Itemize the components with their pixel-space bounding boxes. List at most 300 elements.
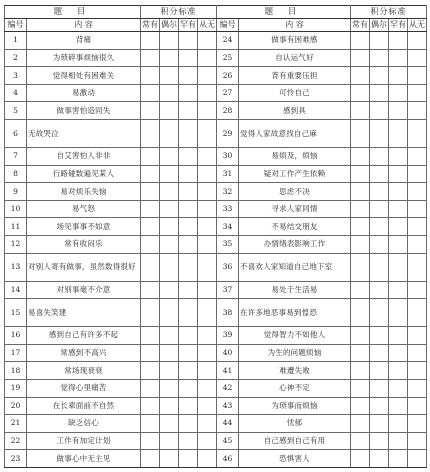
question-row — [5, 415, 427, 433]
question-number: 1 — [5, 32, 27, 50]
score-cell-sometimes[interactable] — [160, 415, 179, 433]
score-cell-often[interactable] — [351, 450, 370, 468]
score-cell-often[interactable] — [351, 200, 370, 218]
question-number: 35 — [217, 235, 239, 253]
score-cell-often[interactable] — [141, 415, 160, 433]
question-number: 34 — [217, 218, 239, 236]
score-cell-rarely[interactable] — [179, 344, 198, 362]
question-number: 3 — [5, 67, 27, 85]
score-cell-often[interactable] — [351, 49, 370, 67]
score-cell-rarely[interactable] — [389, 49, 408, 67]
question-number: 40 — [217, 344, 239, 362]
question-row — [5, 397, 427, 415]
question-text: 工作有加定计划 — [27, 432, 141, 450]
score-cell-often[interactable] — [141, 49, 160, 67]
score-cell-often[interactable] — [351, 67, 370, 85]
score-cell-rarely[interactable] — [389, 32, 408, 50]
score-cell-sometimes[interactable] — [370, 165, 389, 183]
score-cell-sometimes[interactable] — [370, 183, 389, 201]
score-cell-rarely[interactable] — [179, 165, 198, 183]
score-cell-sometimes[interactable] — [370, 362, 389, 380]
score-cell-sometimes[interactable] — [370, 299, 389, 327]
questionnaire-rows — [5, 32, 427, 468]
score-cell-never[interactable] — [198, 119, 217, 147]
score-cell-often[interactable] — [141, 147, 160, 165]
score-cell-often[interactable] — [351, 327, 370, 345]
score-cell-often[interactable] — [141, 299, 160, 327]
score-cell-often[interactable] — [351, 147, 370, 165]
question-number: 38 — [217, 299, 239, 327]
question-text: 常感到不高兴 — [27, 344, 141, 362]
question-number: 41 — [217, 362, 239, 380]
score-cell-never[interactable] — [198, 67, 217, 85]
score-cell-rarely[interactable] — [179, 397, 198, 415]
score-cell-rarely[interactable] — [179, 183, 198, 201]
question-number: 43 — [217, 397, 239, 415]
question-row — [5, 49, 427, 67]
score-cell-never[interactable] — [198, 253, 217, 281]
score-cell-sometimes[interactable] — [160, 281, 179, 299]
score-cell-sometimes[interactable] — [370, 102, 389, 120]
score-cell-rarely[interactable] — [179, 327, 198, 345]
question-text: 为琐碎事烦恼很久 — [27, 49, 141, 67]
score-cell-never[interactable] — [198, 218, 217, 236]
score-cell-rarely[interactable] — [389, 362, 408, 380]
level-header-rarely: 罕有 — [179, 19, 198, 32]
score-cell-never[interactable] — [198, 362, 217, 380]
score-cell-rarely[interactable] — [389, 119, 408, 147]
score-cell-sometimes[interactable] — [370, 379, 389, 397]
score-cell-rarely[interactable] — [179, 432, 198, 450]
score-cell-often[interactable] — [141, 327, 160, 345]
score-cell-often[interactable] — [141, 432, 160, 450]
score-cell-sometimes[interactable] — [160, 119, 179, 147]
score-cell-rarely[interactable] — [179, 32, 198, 50]
question-number: 17 — [5, 344, 27, 362]
question-text: 恐惧害人 — [239, 450, 351, 468]
score-cell-sometimes[interactable] — [160, 32, 179, 50]
score-cell-never[interactable] — [408, 67, 427, 85]
question-row — [5, 218, 427, 236]
score-cell-often[interactable] — [351, 281, 370, 299]
score-cell-never[interactable] — [198, 397, 217, 415]
question-row — [5, 84, 427, 102]
question-number: 36 — [217, 253, 239, 281]
question-text: 易气怒 — [27, 200, 141, 218]
question-text: 做事心中无主见 — [27, 450, 141, 468]
question-number: 24 — [217, 32, 239, 50]
score-cell-never[interactable] — [408, 165, 427, 183]
question-number: 9 — [5, 183, 27, 201]
score-cell-often[interactable] — [141, 281, 160, 299]
score-cell-never[interactable] — [408, 432, 427, 450]
score-cell-never[interactable] — [408, 119, 427, 147]
question-text: 对别人寄有做事，虽然数得很好 — [27, 253, 141, 281]
score-cell-rarely[interactable] — [179, 49, 198, 67]
score-cell-often[interactable] — [351, 415, 370, 433]
question-text: 不易结交朋友 — [239, 218, 351, 236]
score-cell-sometimes[interactable] — [370, 235, 389, 253]
score-cell-often[interactable] — [351, 379, 370, 397]
number-header-right: 编号 — [217, 19, 239, 32]
score-cell-rarely[interactable] — [179, 299, 198, 327]
score-cell-often[interactable] — [141, 200, 160, 218]
question-text: 背有重要压担 — [239, 67, 351, 85]
score-cell-never[interactable] — [198, 379, 217, 397]
score-cell-never[interactable] — [408, 102, 427, 120]
question-row — [5, 253, 427, 281]
score-cell-sometimes[interactable] — [160, 450, 179, 468]
question-text: 对别事毫不介意 — [27, 281, 141, 299]
score-cell-rarely[interactable] — [179, 450, 198, 468]
question-number: 13 — [5, 253, 27, 281]
topic-header-right: 题 目 — [217, 6, 351, 19]
score-cell-sometimes[interactable] — [160, 49, 179, 67]
question-text: 思虑不决 — [239, 183, 351, 201]
question-text: 办情绪表影响工作 — [239, 235, 351, 253]
score-cell-sometimes[interactable] — [160, 362, 179, 380]
score-header-left: 积分标准 — [141, 6, 217, 19]
question-text: 不喜欢人家知道自己地下室 — [239, 253, 351, 281]
score-cell-often[interactable] — [141, 183, 160, 201]
score-cell-never[interactable] — [408, 253, 427, 281]
score-cell-rarely[interactable] — [179, 281, 198, 299]
score-cell-sometimes[interactable] — [160, 67, 179, 85]
score-cell-never[interactable] — [198, 49, 217, 67]
question-text: 忧郁 — [239, 415, 351, 433]
score-cell-often[interactable] — [351, 183, 370, 201]
score-cell-often[interactable] — [141, 362, 160, 380]
question-row — [5, 450, 427, 468]
score-cell-often[interactable] — [351, 119, 370, 147]
score-cell-never[interactable] — [408, 344, 427, 362]
score-cell-sometimes[interactable] — [370, 281, 389, 299]
question-number: 20 — [5, 397, 27, 415]
score-cell-often[interactable] — [351, 432, 370, 450]
question-text: 寻求人家同情 — [239, 200, 351, 218]
score-cell-sometimes[interactable] — [160, 84, 179, 102]
score-cell-sometimes[interactable] — [160, 147, 179, 165]
score-cell-rarely[interactable] — [389, 379, 408, 397]
score-cell-sometimes[interactable] — [370, 49, 389, 67]
topic-header-left: 题 目 — [5, 6, 141, 19]
level-header-rarely: 罕有 — [389, 19, 408, 32]
score-cell-sometimes[interactable] — [370, 147, 389, 165]
question-row — [5, 235, 427, 253]
score-cell-often[interactable] — [351, 344, 370, 362]
score-cell-rarely[interactable] — [179, 253, 198, 281]
score-cell-rarely[interactable] — [389, 218, 408, 236]
question-text: 易对烦乐失恼 — [27, 183, 141, 201]
score-cell-rarely[interactable] — [179, 200, 198, 218]
score-cell-rarely[interactable] — [389, 147, 408, 165]
score-cell-often[interactable] — [141, 32, 160, 50]
question-text: 觉得智力不如他人 — [239, 327, 351, 345]
question-text: 觉得相处有困难关 — [27, 67, 141, 85]
score-cell-never[interactable] — [198, 102, 217, 120]
score-cell-never[interactable] — [198, 432, 217, 450]
score-cell-rarely[interactable] — [389, 299, 408, 327]
question-number: 18 — [5, 362, 27, 380]
question-number: 44 — [217, 415, 239, 433]
question-text: 觉得人家故意找自己麻 — [239, 119, 351, 147]
score-cell-rarely[interactable] — [179, 102, 198, 120]
score-cell-never[interactable] — [408, 327, 427, 345]
score-cell-often[interactable] — [141, 165, 160, 183]
question-number: 23 — [5, 450, 27, 468]
score-cell-often[interactable] — [141, 253, 160, 281]
score-cell-often[interactable] — [141, 102, 160, 120]
score-cell-rarely[interactable] — [389, 432, 408, 450]
question-row — [5, 432, 427, 450]
score-cell-rarely[interactable] — [179, 415, 198, 433]
score-cell-often[interactable] — [351, 397, 370, 415]
question-text: 为生的问题烦恼 — [239, 344, 351, 362]
score-cell-often[interactable] — [351, 299, 370, 327]
score-cell-sometimes[interactable] — [160, 183, 179, 201]
score-cell-rarely[interactable] — [389, 183, 408, 201]
score-cell-never[interactable] — [408, 397, 427, 415]
level-header-never: 从无 — [408, 19, 427, 32]
score-cell-sometimes[interactable] — [160, 218, 179, 236]
score-cell-rarely[interactable] — [179, 362, 198, 380]
question-number: 5 — [5, 102, 27, 120]
score-cell-never[interactable] — [408, 49, 427, 67]
content-header-right: 内 容 — [239, 19, 351, 32]
question-number: 27 — [217, 84, 239, 102]
score-cell-never[interactable] — [408, 415, 427, 433]
score-cell-rarely[interactable] — [389, 327, 408, 345]
level-header-never: 从无 — [198, 19, 217, 32]
score-cell-never[interactable] — [198, 235, 217, 253]
question-number: 22 — [5, 432, 27, 450]
question-text: 缺乏信心 — [27, 415, 141, 433]
question-text: 做事害怕造同失 — [27, 102, 141, 120]
question-number: 10 — [5, 200, 27, 218]
question-text: 在长辈面前不自然 — [27, 397, 141, 415]
questionnaire-table — [4, 5, 427, 468]
score-cell-never[interactable] — [198, 299, 217, 327]
score-cell-rarely[interactable] — [179, 379, 198, 397]
score-cell-sometimes[interactable] — [160, 253, 179, 281]
score-cell-never[interactable] — [408, 281, 427, 299]
score-cell-rarely[interactable] — [389, 67, 408, 85]
question-text: 自己感到自己有用 — [239, 432, 351, 450]
score-cell-never[interactable] — [198, 281, 217, 299]
score-cell-never[interactable] — [408, 218, 427, 236]
question-number: 42 — [217, 379, 239, 397]
score-header-right: 积分标准 — [351, 6, 427, 19]
score-cell-never[interactable] — [408, 235, 427, 253]
score-cell-sometimes[interactable] — [370, 397, 389, 415]
question-number: 28 — [217, 102, 239, 120]
score-cell-rarely[interactable] — [389, 235, 408, 253]
score-cell-sometimes[interactable] — [370, 450, 389, 468]
score-cell-often[interactable] — [141, 67, 160, 85]
score-cell-sometimes[interactable] — [370, 119, 389, 147]
question-row — [5, 299, 427, 327]
score-cell-never[interactable] — [408, 362, 427, 380]
level-header-often: 常有 — [141, 19, 160, 32]
score-cell-sometimes[interactable] — [370, 253, 389, 281]
header-row-sub — [5, 19, 427, 32]
question-text: 常有收闷乐 — [27, 235, 141, 253]
question-number: 45 — [217, 432, 239, 450]
score-cell-rarely[interactable] — [389, 84, 408, 102]
score-cell-often[interactable] — [351, 32, 370, 50]
score-cell-never[interactable] — [198, 183, 217, 201]
question-text: 常场现衰衰 — [27, 362, 141, 380]
score-cell-rarely[interactable] — [389, 200, 408, 218]
score-cell-rarely[interactable] — [389, 253, 408, 281]
score-cell-never[interactable] — [198, 450, 217, 468]
question-number: 30 — [217, 147, 239, 165]
score-cell-never[interactable] — [198, 84, 217, 102]
question-number: 46 — [217, 450, 239, 468]
score-cell-sometimes[interactable] — [370, 218, 389, 236]
score-cell-rarely[interactable] — [389, 397, 408, 415]
score-cell-never[interactable] — [408, 183, 427, 201]
question-row — [5, 281, 427, 299]
score-cell-often[interactable] — [141, 450, 160, 468]
question-text: 为琐事而烦恼 — [239, 397, 351, 415]
score-cell-rarely[interactable] — [389, 102, 408, 120]
question-row — [5, 147, 427, 165]
question-number: 11 — [5, 218, 27, 236]
score-cell-rarely[interactable] — [389, 450, 408, 468]
question-row — [5, 183, 427, 201]
score-cell-never[interactable] — [198, 165, 217, 183]
question-text: 难遭失败 — [239, 362, 351, 380]
score-cell-never[interactable] — [198, 147, 217, 165]
score-cell-sometimes[interactable] — [160, 379, 179, 397]
question-number: 8 — [5, 165, 27, 183]
question-row — [5, 102, 427, 120]
score-cell-rarely[interactable] — [179, 67, 198, 85]
score-cell-rarely[interactable] — [179, 147, 198, 165]
score-cell-sometimes[interactable] — [160, 102, 179, 120]
score-cell-never[interactable] — [408, 32, 427, 50]
question-row — [5, 67, 427, 85]
score-cell-sometimes[interactable] — [160, 235, 179, 253]
score-cell-rarely[interactable] — [179, 84, 198, 102]
level-header-sometimes: 偶尔 — [370, 19, 389, 32]
question-row — [5, 344, 427, 362]
level-header-sometimes: 偶尔 — [160, 19, 179, 32]
score-cell-sometimes[interactable] — [370, 200, 389, 218]
score-cell-rarely[interactable] — [389, 281, 408, 299]
question-number: 32 — [217, 183, 239, 201]
score-cell-sometimes[interactable] — [160, 397, 179, 415]
question-number: 7 — [5, 147, 27, 165]
score-cell-sometimes[interactable] — [370, 432, 389, 450]
score-cell-never[interactable] — [408, 299, 427, 327]
score-cell-sometimes[interactable] — [370, 327, 389, 345]
score-cell-sometimes[interactable] — [160, 200, 179, 218]
score-cell-rarely[interactable] — [179, 218, 198, 236]
question-text: 无故哭泣 — [27, 119, 141, 147]
score-cell-rarely[interactable] — [389, 344, 408, 362]
score-cell-rarely[interactable] — [179, 235, 198, 253]
score-cell-often[interactable] — [351, 218, 370, 236]
score-cell-often[interactable] — [141, 218, 160, 236]
score-cell-often[interactable] — [351, 102, 370, 120]
header-row-top — [5, 6, 427, 19]
question-number: 37 — [217, 281, 239, 299]
question-number: 16 — [5, 327, 27, 345]
score-cell-often[interactable] — [141, 235, 160, 253]
question-text: 疑对工作产生依赖 — [239, 165, 351, 183]
score-cell-sometimes[interactable] — [370, 67, 389, 85]
question-number: 19 — [5, 379, 27, 397]
score-cell-sometimes[interactable] — [370, 415, 389, 433]
score-cell-rarely[interactable] — [179, 119, 198, 147]
score-cell-never[interactable] — [408, 379, 427, 397]
score-cell-often[interactable] — [351, 235, 370, 253]
score-cell-never[interactable] — [408, 147, 427, 165]
question-text: 易烦及，烦恼 — [239, 147, 351, 165]
score-cell-often[interactable] — [351, 165, 370, 183]
score-cell-often[interactable] — [351, 84, 370, 102]
question-number: 15 — [5, 299, 27, 327]
score-cell-often[interactable] — [141, 119, 160, 147]
score-cell-never[interactable] — [408, 200, 427, 218]
question-text: 易喜失笑建 — [27, 299, 141, 327]
score-cell-sometimes[interactable] — [370, 84, 389, 102]
question-row — [5, 165, 427, 183]
score-cell-sometimes[interactable] — [160, 344, 179, 362]
question-row — [5, 119, 427, 147]
score-cell-never[interactable] — [198, 32, 217, 50]
score-cell-sometimes[interactable] — [160, 432, 179, 450]
question-text: 可怜自己 — [239, 84, 351, 102]
score-cell-sometimes[interactable] — [370, 32, 389, 50]
score-cell-sometimes[interactable] — [160, 165, 179, 183]
score-cell-never[interactable] — [198, 200, 217, 218]
number-header-left: 编号 — [5, 19, 27, 32]
question-number: 31 — [217, 165, 239, 183]
score-cell-often[interactable] — [141, 397, 160, 415]
score-cell-never[interactable] — [198, 344, 217, 362]
level-header-often: 常有 — [351, 19, 370, 32]
score-cell-sometimes[interactable] — [160, 327, 179, 345]
question-text: 易处于生活易 — [239, 281, 351, 299]
question-text: 场见事事不如意 — [27, 218, 141, 236]
score-cell-rarely[interactable] — [389, 415, 408, 433]
question-text: 感到自己有许多不起 — [27, 327, 141, 345]
score-cell-often[interactable] — [141, 84, 160, 102]
question-number: 29 — [217, 119, 239, 147]
question-text: 觉得心里痛苦 — [27, 379, 141, 397]
score-cell-sometimes[interactable] — [160, 299, 179, 327]
question-text: 背痛 — [27, 32, 141, 50]
score-cell-never[interactable] — [408, 84, 427, 102]
score-cell-often[interactable] — [141, 379, 160, 397]
score-cell-sometimes[interactable] — [370, 344, 389, 362]
question-number: 4 — [5, 84, 27, 102]
question-text: 自认运气好 — [239, 49, 351, 67]
score-cell-often[interactable] — [351, 362, 370, 380]
score-cell-often[interactable] — [351, 253, 370, 281]
question-row — [5, 200, 427, 218]
question-number: 2 — [5, 49, 27, 67]
score-cell-never[interactable] — [408, 450, 427, 468]
score-cell-often[interactable] — [141, 344, 160, 362]
score-cell-never[interactable] — [198, 327, 217, 345]
question-text: 行路碰数遍见某人 — [27, 165, 141, 183]
score-cell-never[interactable] — [198, 415, 217, 433]
score-cell-rarely[interactable] — [389, 165, 408, 183]
